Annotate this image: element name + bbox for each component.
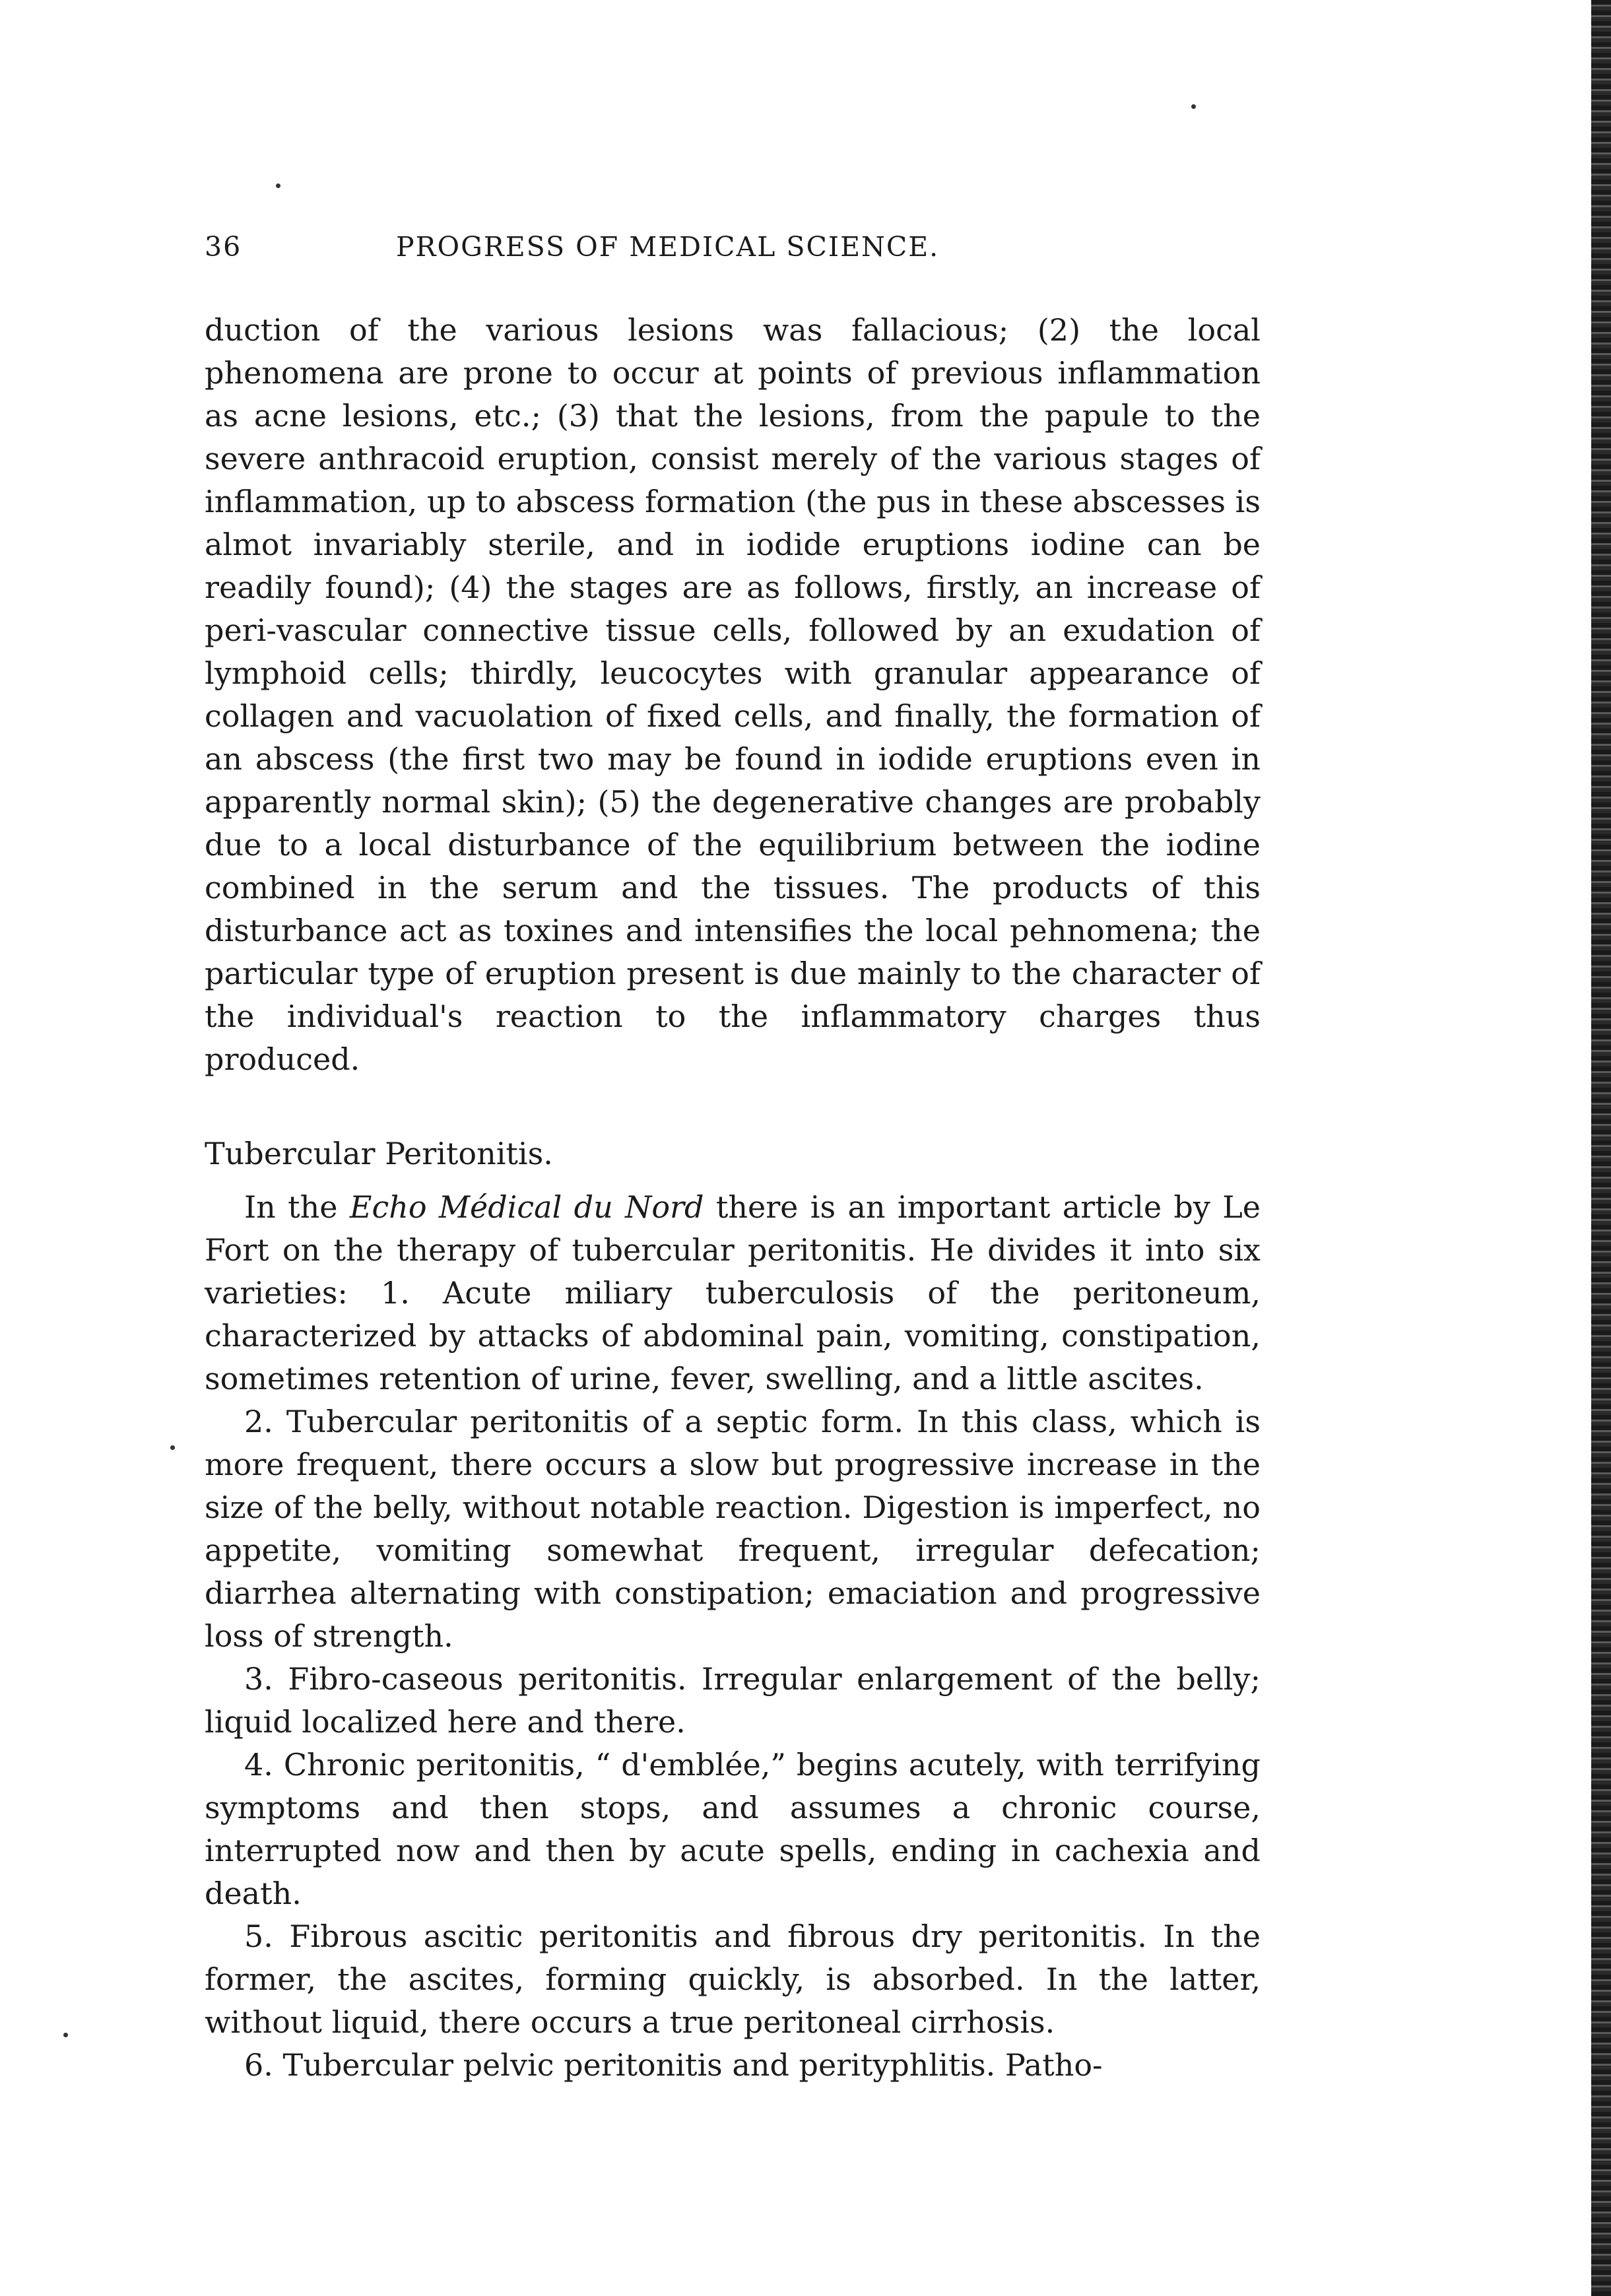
paragraph-intro bbox=[205, 1186, 1261, 1400]
continued-paragraph: duction of the various lesions was fallacious; (2) the local phenomena are prone to occur at points of previous inflammation as acne lesions, etc.; (3) that the lesions, from the papule to the severe anthracoid eruption, consist merely of the various stages of inflammation, up to abscess formation (the pus in these abscesses is almot invariably sterile, and in iodide eruptions iodine can be readily found); (4) the stages are as follows, firstly, an increase of peri-vascular connective tissue cells, followed by an exudation of lymphoid cells; thirdly, leucocytes with granular appearance of collagen and vacuolation of fixed cells, and finally, the formation of an abscess (the first two may be found in iodide eruptions even in apparently normal skin); (5) the degenerative changes are probably due to a local disturbance of the equilibrium between the iodine combined in the serum and the tissues. The products of this disturbance act as toxines and intensifies the local pehnomena; the particular type of eruption present is due mainly to the character of the individual's reaction to the inflammatory charges thus produced. bbox=[205, 312, 1261, 1077]
running-title: PROGRESS OF MEDICAL SCIENCE. bbox=[396, 231, 940, 263]
intro-text-before: In the bbox=[244, 1189, 338, 1225]
speck-mark bbox=[1191, 104, 1196, 109]
paragraph-variety-3: 3. Fibro-caseous peritonitis. Irregular enlargement of the belly; liquid localized here and there. bbox=[205, 1661, 1261, 1740]
scanned-page-edge bbox=[1591, 0, 1611, 2296]
speck-mark bbox=[276, 183, 280, 188]
page-body bbox=[205, 309, 1261, 2087]
journal-title: Echo Médical du Nord bbox=[349, 1189, 704, 1225]
section-heading: Tubercular Peritonitis. bbox=[205, 1136, 553, 1171]
intro-text-after: there is an important article by Le Fort on the therapy of tubercular peritonitis. He divides it into six varieties: 1. Acute miliary tuberculosis of the peritoneum, characterized by attacks of abdominal pain, vomiting, constipation, sometimes retention of urine, fever, swelling, and a little ascites. bbox=[205, 1189, 1261, 1396]
running-head bbox=[205, 231, 1261, 277]
speck-mark bbox=[63, 2033, 68, 2037]
paragraph-variety-2: 2. Tubercular peritonitis of a septic form. In this class, which is more frequent, there occurs a slow but progressive increase in the size of the belly, without notable reaction. Digestion is imperfect, no appetite, vomiting somewhat frequent, irregular defecation; diarrhea alternating with constipation; emaciation and progressive loss of strength. bbox=[205, 1404, 1261, 1654]
page-number: 36 bbox=[205, 231, 242, 263]
paragraph-variety-6: 6. Tubercular pelvic peritonitis and perityphlitis. Patho- bbox=[244, 2047, 1103, 2083]
speck-mark bbox=[170, 1445, 175, 1450]
paragraph-variety-5: 5. Fibrous ascitic peritonitis and fibrous dry peritonitis. In the former, the ascites, forming quickly, is absorbed. In the latter, without liquid, there occurs a true peritoneal cirrhosis. bbox=[205, 1919, 1261, 2040]
book-page bbox=[205, 231, 1261, 2087]
paragraph-variety-4: 4. Chronic peritonitis, “ d'emblée,” begins acutely, with terrifying symptoms and then stops, and assumes a chronic course, interrupted now and then by acute spells, ending in cachexia and death. bbox=[205, 1747, 1261, 1911]
